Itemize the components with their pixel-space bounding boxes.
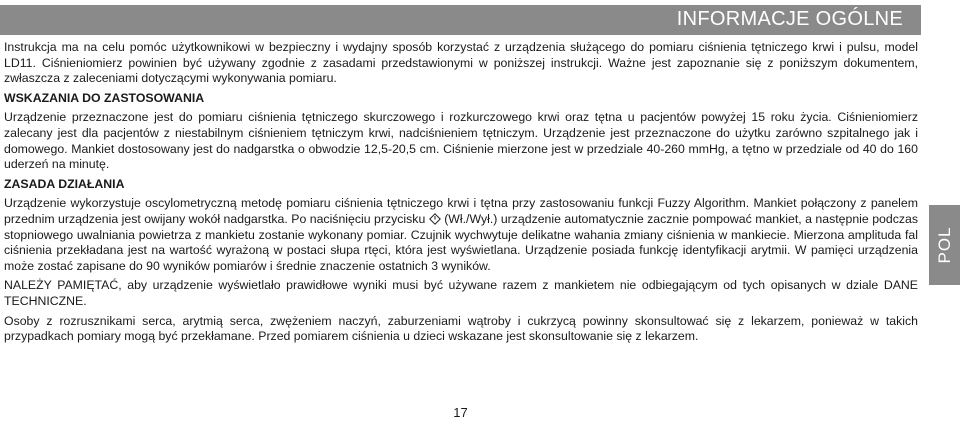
principle-text-after-icon: urządzenie automatycznie zacznie pompować mankiet, a następnie podczas stopniowego uwalniania powietrza z mankietu zostanie wykonany pomiar. Czujnik wychwytuje delikatne wahania zmiany ciśnienia w mankiecie. Mierzona amplituda fal ciśnienia przekładana jest na wartość wyrażoną w postaci słupa rtęci, która jest wyświetlana. Urządzenie posiada funkcję identyfikacji arytmii. W pamięci urządzenia może zostać zapisane do 90 wyników pomiarów i średnie znaczenie ostatnich 3 wyników.	[4, 211, 918, 273]
page-number: 17	[453, 405, 468, 420]
intro-paragraph: Instrukcja ma na celu pomóc użytkownikowi w bezpieczny i wydajny sposób korzystać z urządzenia służącego do pomiaru ciśnienia tętniczego krwi i pulsu, model LD11. Ciśnieniomierz powinien być używany zgodnie z zasadami przedstawionymi w poniższej instrukcji. Ważne jest zapoznanie się z poniższym dokumentem, zwłaszcza z zaleceniami dotyczącymi wykonywania pomiaru.	[4, 40, 918, 86]
principle-text-before-icon: Urządzenie wykorzystuje oscylometryczną metodę pomiaru ciśnienia tętniczego krwi i tętna przy zastosowaniu funkcji Fuzzy Algorithm. Mankiet połączony z panelem przednim urządzenia jest owijany wokół nadgarstka. Po naciśnięciu przycisku	[4, 196, 918, 226]
principle-paragraph	[4, 196, 918, 274]
document-body	[4, 40, 918, 349]
warning-paragraph: Osoby z rozrusznikami serca, arytmią serca, zwężeniem naczyń, zaburzeniami wątroby i cukrzycą powinny skonsultować się z lekarzem, ponieważ w takich przypadkach pomiary mogą być przekłamane. Przed pomiarem ciśnienia u dzieci wskazane jest skonsultowanie się z lekarzem.	[4, 313, 918, 344]
section-title: INFORMACJE OGÓLNE	[676, 8, 903, 30]
power-button-label: (Wł./Wył.)	[444, 211, 498, 226]
language-tab	[929, 205, 960, 285]
power-button-diamond-icon	[429, 213, 441, 225]
language-tab-label: POL	[934, 226, 954, 264]
indications-heading: WSKAZANIA DO ZASTOSOWANIA	[4, 90, 205, 105]
principle-heading: ZASADA DZIAŁANIA	[4, 176, 125, 191]
indications-paragraph: Urządzenie przeznaczone jest do pomiaru ciśnienia tętniczego skurczowego i rozkurczowego krwi oraz tętna u pacjentów powyżej 15 roku życia. Ciśnieniomierz zalecany jest dla pacjentów z niestabilnym ciśnieniem tętniczym krwi, nadciśnieniem tętniczym. Urządzenie jest przeznaczone do użytku zarówno szpitalnego jak i domowego. Mankiet dostosowany jest do nadgarstka o obwodzie 12,5-20,5 cm. Ciśnienie mierzone jest w przedziale 40-260 mmHg, a tętno w przedziale od 40 do 160 uderzeń na minutę.	[4, 110, 918, 172]
section-header-bar	[0, 5, 921, 35]
remember-paragraph: NALEŻY PAMIĘTAĆ, aby urządzenie wyświetlało prawidłowe wyniki musi być używane razem z mankietem nie odbiegającym od tych opisanych w dziale DANE TECHNICZNE.	[4, 278, 918, 308]
